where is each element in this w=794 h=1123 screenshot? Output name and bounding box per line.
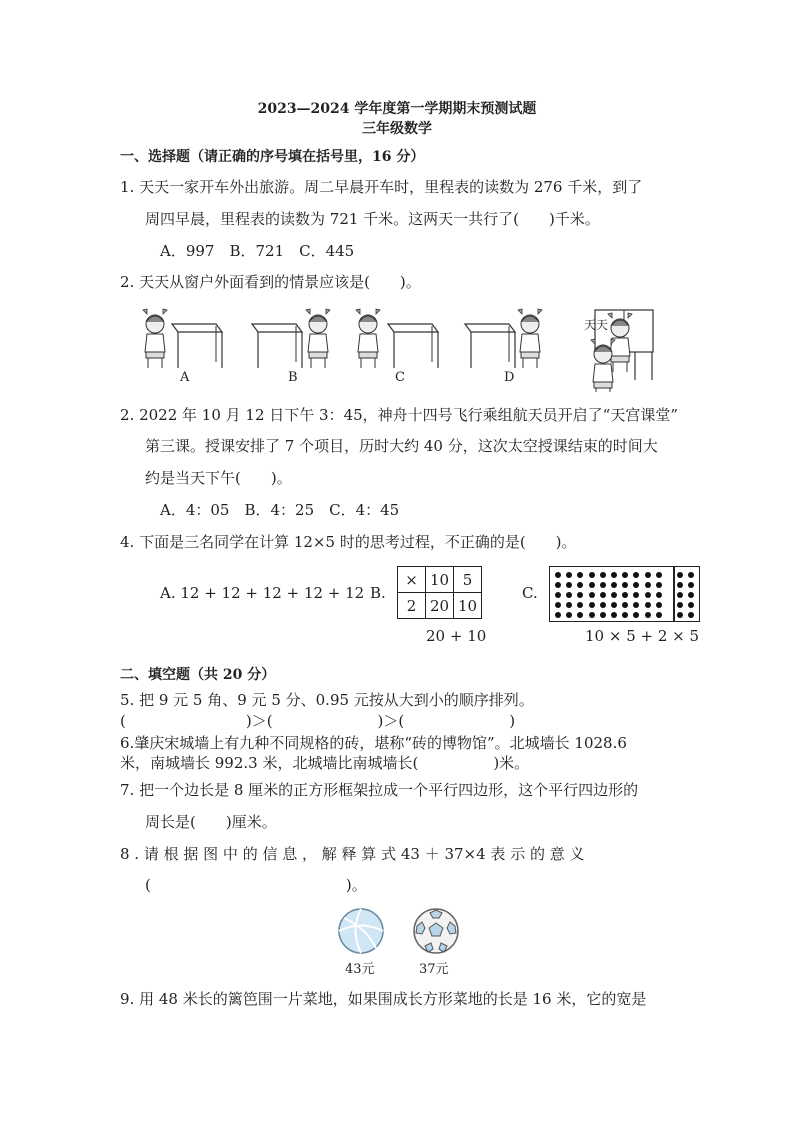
dot: [622, 582, 628, 588]
q3-options: A．4：05 B．4：25 C．4：45: [160, 501, 400, 519]
soccer-ball-price: 37元: [419, 962, 449, 977]
dot: [622, 572, 628, 578]
dot: [611, 582, 617, 588]
dot: [656, 582, 662, 588]
q2-label-c: C: [395, 370, 405, 385]
dot: [566, 592, 572, 598]
dot: [645, 582, 651, 588]
dot: [555, 602, 561, 608]
q3-line3: 约是当天下午( )。: [145, 469, 292, 487]
dot: [577, 612, 583, 618]
dot: [589, 592, 595, 598]
table-cell: 20: [426, 593, 454, 619]
q4-multiplication-table: [397, 566, 482, 619]
dot: [566, 602, 572, 608]
q4-option-c-label: C.: [522, 584, 538, 602]
q6-line1: 6.肇庆宋城墙上有九种不同规格的砖，堪称“砖的博物馆”。北城墙长 1028.6: [120, 734, 627, 752]
dot: [611, 602, 617, 608]
q8-line2: ( )。: [145, 876, 367, 894]
q2-label-b: B: [288, 370, 298, 385]
dot: [589, 582, 595, 588]
q4-line1: 4. 下面是三名同学在计算 12×5 时的思考过程，不正确的是( )。: [120, 533, 577, 551]
dot: [589, 612, 595, 618]
dot: [633, 582, 639, 588]
table-cell: 10: [454, 593, 482, 619]
dot: [633, 592, 639, 598]
q8-line1: 8 . 请 根 据 图 中 的 信 息 ， 解 释 算 式 43 ＋ 37×4 表 示 的 意 义: [120, 845, 585, 863]
dot: [600, 602, 606, 608]
dot: [656, 572, 662, 578]
dot: [622, 602, 628, 608]
dot: [600, 592, 606, 598]
dot: [600, 612, 606, 618]
exam-title: 2023—2024 学年度第一学期期末预测试题: [257, 101, 537, 117]
dot: [589, 572, 595, 578]
dot: [600, 572, 606, 578]
q5-line2: ( )＞( )＞( ): [120, 712, 516, 730]
q2-label-a: A: [180, 370, 190, 385]
q4-option-c-caption: 10 × 5 + 2 × 5: [585, 627, 700, 645]
q1-line2: 周四早晨，里程表的读数为 721 千米。这两天一共行了( )千米。: [145, 210, 600, 228]
dot: [566, 582, 572, 588]
dot: [633, 572, 639, 578]
dot: [600, 582, 606, 588]
volleyball-price: 43元: [345, 962, 375, 977]
q4-option-a: A. 12 + 12 + 12 + 12 + 12: [160, 584, 365, 602]
q2-line1: 2. 天天从窗户外面看到的情景应该是( )。: [120, 273, 421, 291]
q4-option-b-caption: 20 + 10: [426, 627, 487, 645]
table-cell: 5: [454, 567, 482, 593]
q1-options: A．997 B．721 C．445: [160, 242, 355, 260]
q4-dot-array: [549, 566, 700, 622]
dot: [645, 602, 651, 608]
dot: [577, 592, 583, 598]
table-cell: ×: [398, 567, 426, 593]
dot: [656, 602, 662, 608]
q6-line2: 米，南城墙长 992.3 米，北城墙比南城墙长( )米。: [120, 754, 530, 772]
q3-line1: 2. 2022 年 10 月 12 日下午 3：45，神舟十四号飞行乘组航天员开启了“天宫课堂”: [120, 406, 679, 424]
dot: [577, 602, 583, 608]
volleyball-icon: [336, 906, 386, 956]
q9-line1: 9. 用 48 米长的篱笆围一片菜地，如果围成长方形菜地的长是 16 米，它的宽是: [120, 990, 647, 1008]
soccer-ball-icon: [411, 906, 461, 956]
dot: [645, 612, 651, 618]
q7-line1: 7. 把一个边长是 8 厘米的正方形框架拉成一个平行四边形，这个平行四边形的: [120, 781, 639, 799]
dot: [677, 602, 683, 608]
dot: [555, 582, 561, 588]
dot: [577, 582, 583, 588]
dot-array-divider: [673, 567, 675, 621]
dot: [656, 592, 662, 598]
q7-line2: 周长是( )厘米。: [145, 813, 277, 831]
q1-line1: 1. 天天一家开车外出旅游。周二早晨开车时，里程表的读数为 276 千米，到了: [120, 178, 643, 196]
exam-subtitle: 三年级数学: [362, 121, 432, 137]
dot: [566, 612, 572, 618]
dot: [611, 612, 617, 618]
dot: [688, 612, 694, 618]
table-cell: 2: [398, 593, 426, 619]
dot: [566, 572, 572, 578]
q3-line2: 第三课。授课安排了 7 个项目，历时大约 40 分，这次太空授课结束的时间大: [145, 437, 658, 455]
dot: [589, 602, 595, 608]
dot: [555, 612, 561, 618]
dot: [645, 592, 651, 598]
dot: [555, 592, 561, 598]
dot: [656, 612, 662, 618]
table-cell: 10: [426, 567, 454, 593]
section2-heading: 二、填空题（共 20 分）: [120, 667, 276, 683]
dot: [688, 572, 694, 578]
dot: [688, 602, 694, 608]
q2-window-label: 天天: [584, 318, 609, 332]
dot: [645, 572, 651, 578]
dot: [633, 612, 639, 618]
q2-label-d: D: [504, 370, 515, 385]
q5-line1: 5. 把 9 元 5 角、9 元 5 分、0.95 元按从大到小的顺序排列。: [120, 691, 534, 709]
dot: [677, 612, 683, 618]
dot: [622, 592, 628, 598]
q4-option-b-label: B.: [370, 584, 386, 602]
dot: [611, 572, 617, 578]
dot: [677, 592, 683, 598]
dot: [677, 582, 683, 588]
section1-heading: 一、选择题（请正确的序号填在括号里，16 分）: [120, 149, 425, 165]
dot: [622, 612, 628, 618]
dot: [688, 582, 694, 588]
dot: [555, 572, 561, 578]
dot: [688, 592, 694, 598]
dot: [677, 572, 683, 578]
dot: [577, 572, 583, 578]
dot: [633, 602, 639, 608]
dot: [611, 592, 617, 598]
